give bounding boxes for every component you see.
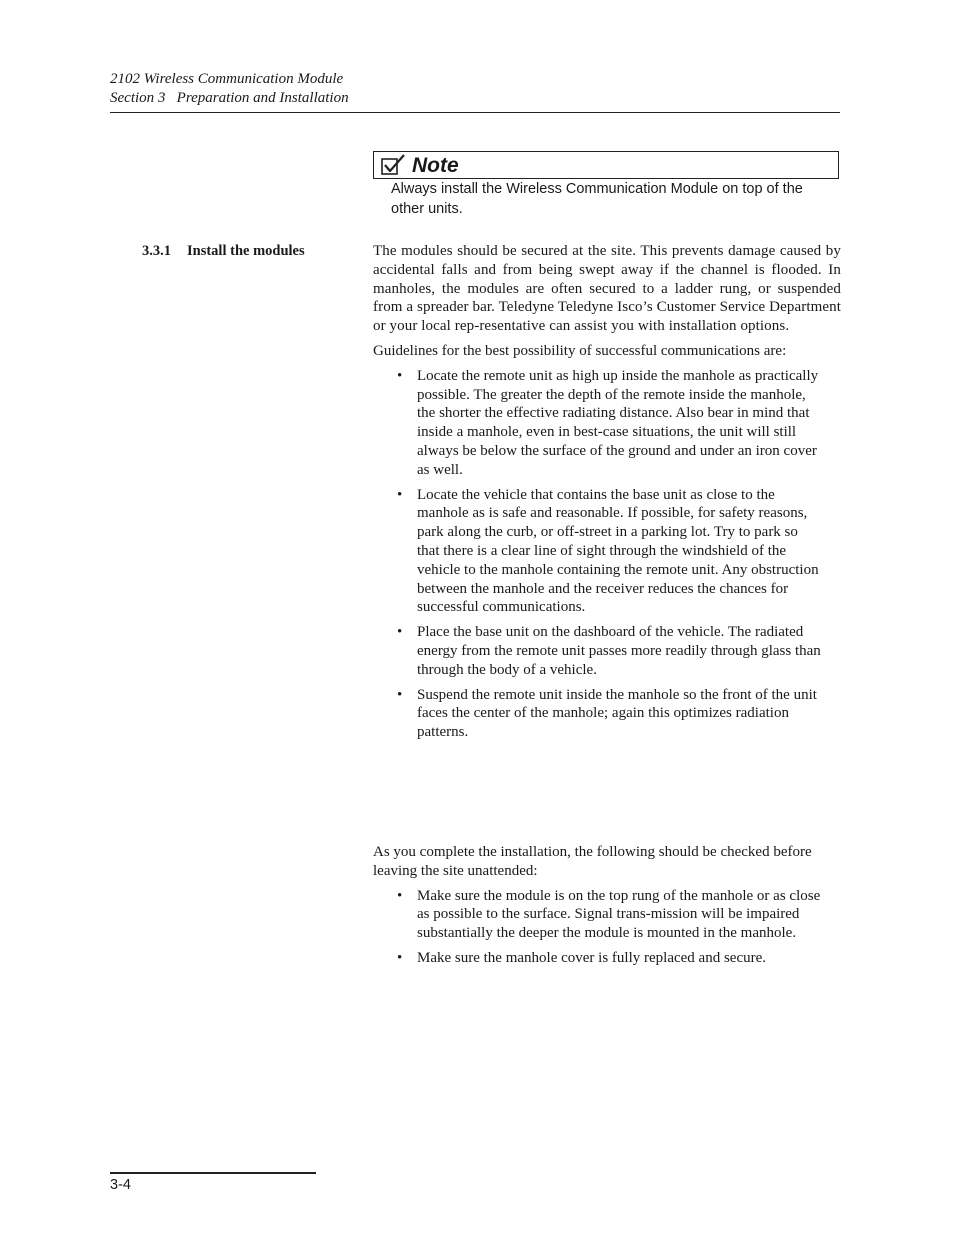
checklist-paragraph: As you complete the installation, the following should be checked before leaving the site unattended:	[373, 844, 812, 879]
note-box	[373, 151, 839, 179]
list-item-text: Place the base unit on the dashboard of the vehicle. The radiated energy from the remote unit passes more readily through glass than through the body of a vehicle.	[417, 624, 821, 678]
list-item	[373, 623, 822, 679]
note-title: Note	[412, 154, 459, 177]
bullet-icon: •	[397, 949, 403, 966]
list-item-text: Locate the remote unit as high up inside the manhole as practically possible. The greater the depth of the remote inside the manhole, the shorter the effective radiating distance. Also bear in mind that inside a manhole, even in best-case situations, the unit will still always be below the surface of the ground and under an iron cover as well.	[417, 367, 819, 478]
list-item-text: Locate the vehicle that contains the base unit as close to the manhole as is safe and reasonable. If possible, for safety reasons, park along the curb, or off-street in a parking lot. Try to park so that there is a clear line of sight through the windshield of the vehicle to the manhole containing the remote unit. Any obstruction between the manhole and the receiver reduces the chances for successful communications.	[417, 486, 819, 616]
bullet-icon: •	[397, 486, 403, 503]
page-number: 3-4	[110, 1177, 131, 1193]
list-item-text: Make sure the module is on the top rung of the manhole or as close as possible to the surface. Signal trans-mission will be impaired substantially the deeper the module is mounted in the manhole.	[417, 887, 821, 942]
header-divider	[110, 112, 840, 113]
bullet-icon: •	[397, 367, 403, 384]
list-item	[373, 686, 822, 742]
bullet-icon: •	[397, 686, 403, 703]
guidelines-list	[373, 367, 841, 742]
checklist-list	[373, 887, 841, 968]
section-title: Install the modules	[187, 243, 305, 259]
footer-divider	[110, 1172, 316, 1174]
guidelines-paragraph: Guidelines for the best possibility of successful communications are:	[373, 342, 787, 359]
section-heading	[142, 242, 305, 261]
list-item-text: Suspend the remote unit inside the manhole so the front of the unit faces the center of the manhole; again this optimizes radiation patterns.	[417, 686, 817, 741]
list-item	[373, 486, 822, 618]
header-document-title: 2102 Wireless Communication Module	[110, 71, 344, 87]
section-number: 3.3.1	[142, 243, 171, 259]
checkbox-check-icon	[380, 154, 406, 176]
list-item	[373, 887, 822, 943]
note-text: Always install the Wireless Communication Module on top of the other units.	[391, 181, 803, 217]
body-text-column	[373, 242, 841, 748]
bullet-icon: •	[397, 887, 403, 904]
list-item	[373, 367, 822, 480]
list-item-text: Make sure the manhole cover is fully replaced and secure.	[417, 949, 767, 966]
header-section-title: Section 3 Preparation and Installation	[110, 90, 349, 106]
running-header	[110, 70, 349, 108]
bullet-icon: •	[397, 624, 403, 641]
list-item	[373, 949, 822, 968]
intro-paragraph: The modules should be secured at the site. This prevents damage caused by accidental falls and from being swept away if the channel is flooded. In manholes, the modules are often secured to a ladder rung, or suspended from a spreader bar. Teledyne Teledyne Isco’s Customer Service Department or your local rep-resentative can assist you with installation options.	[373, 243, 841, 335]
checklist-section	[373, 843, 841, 974]
